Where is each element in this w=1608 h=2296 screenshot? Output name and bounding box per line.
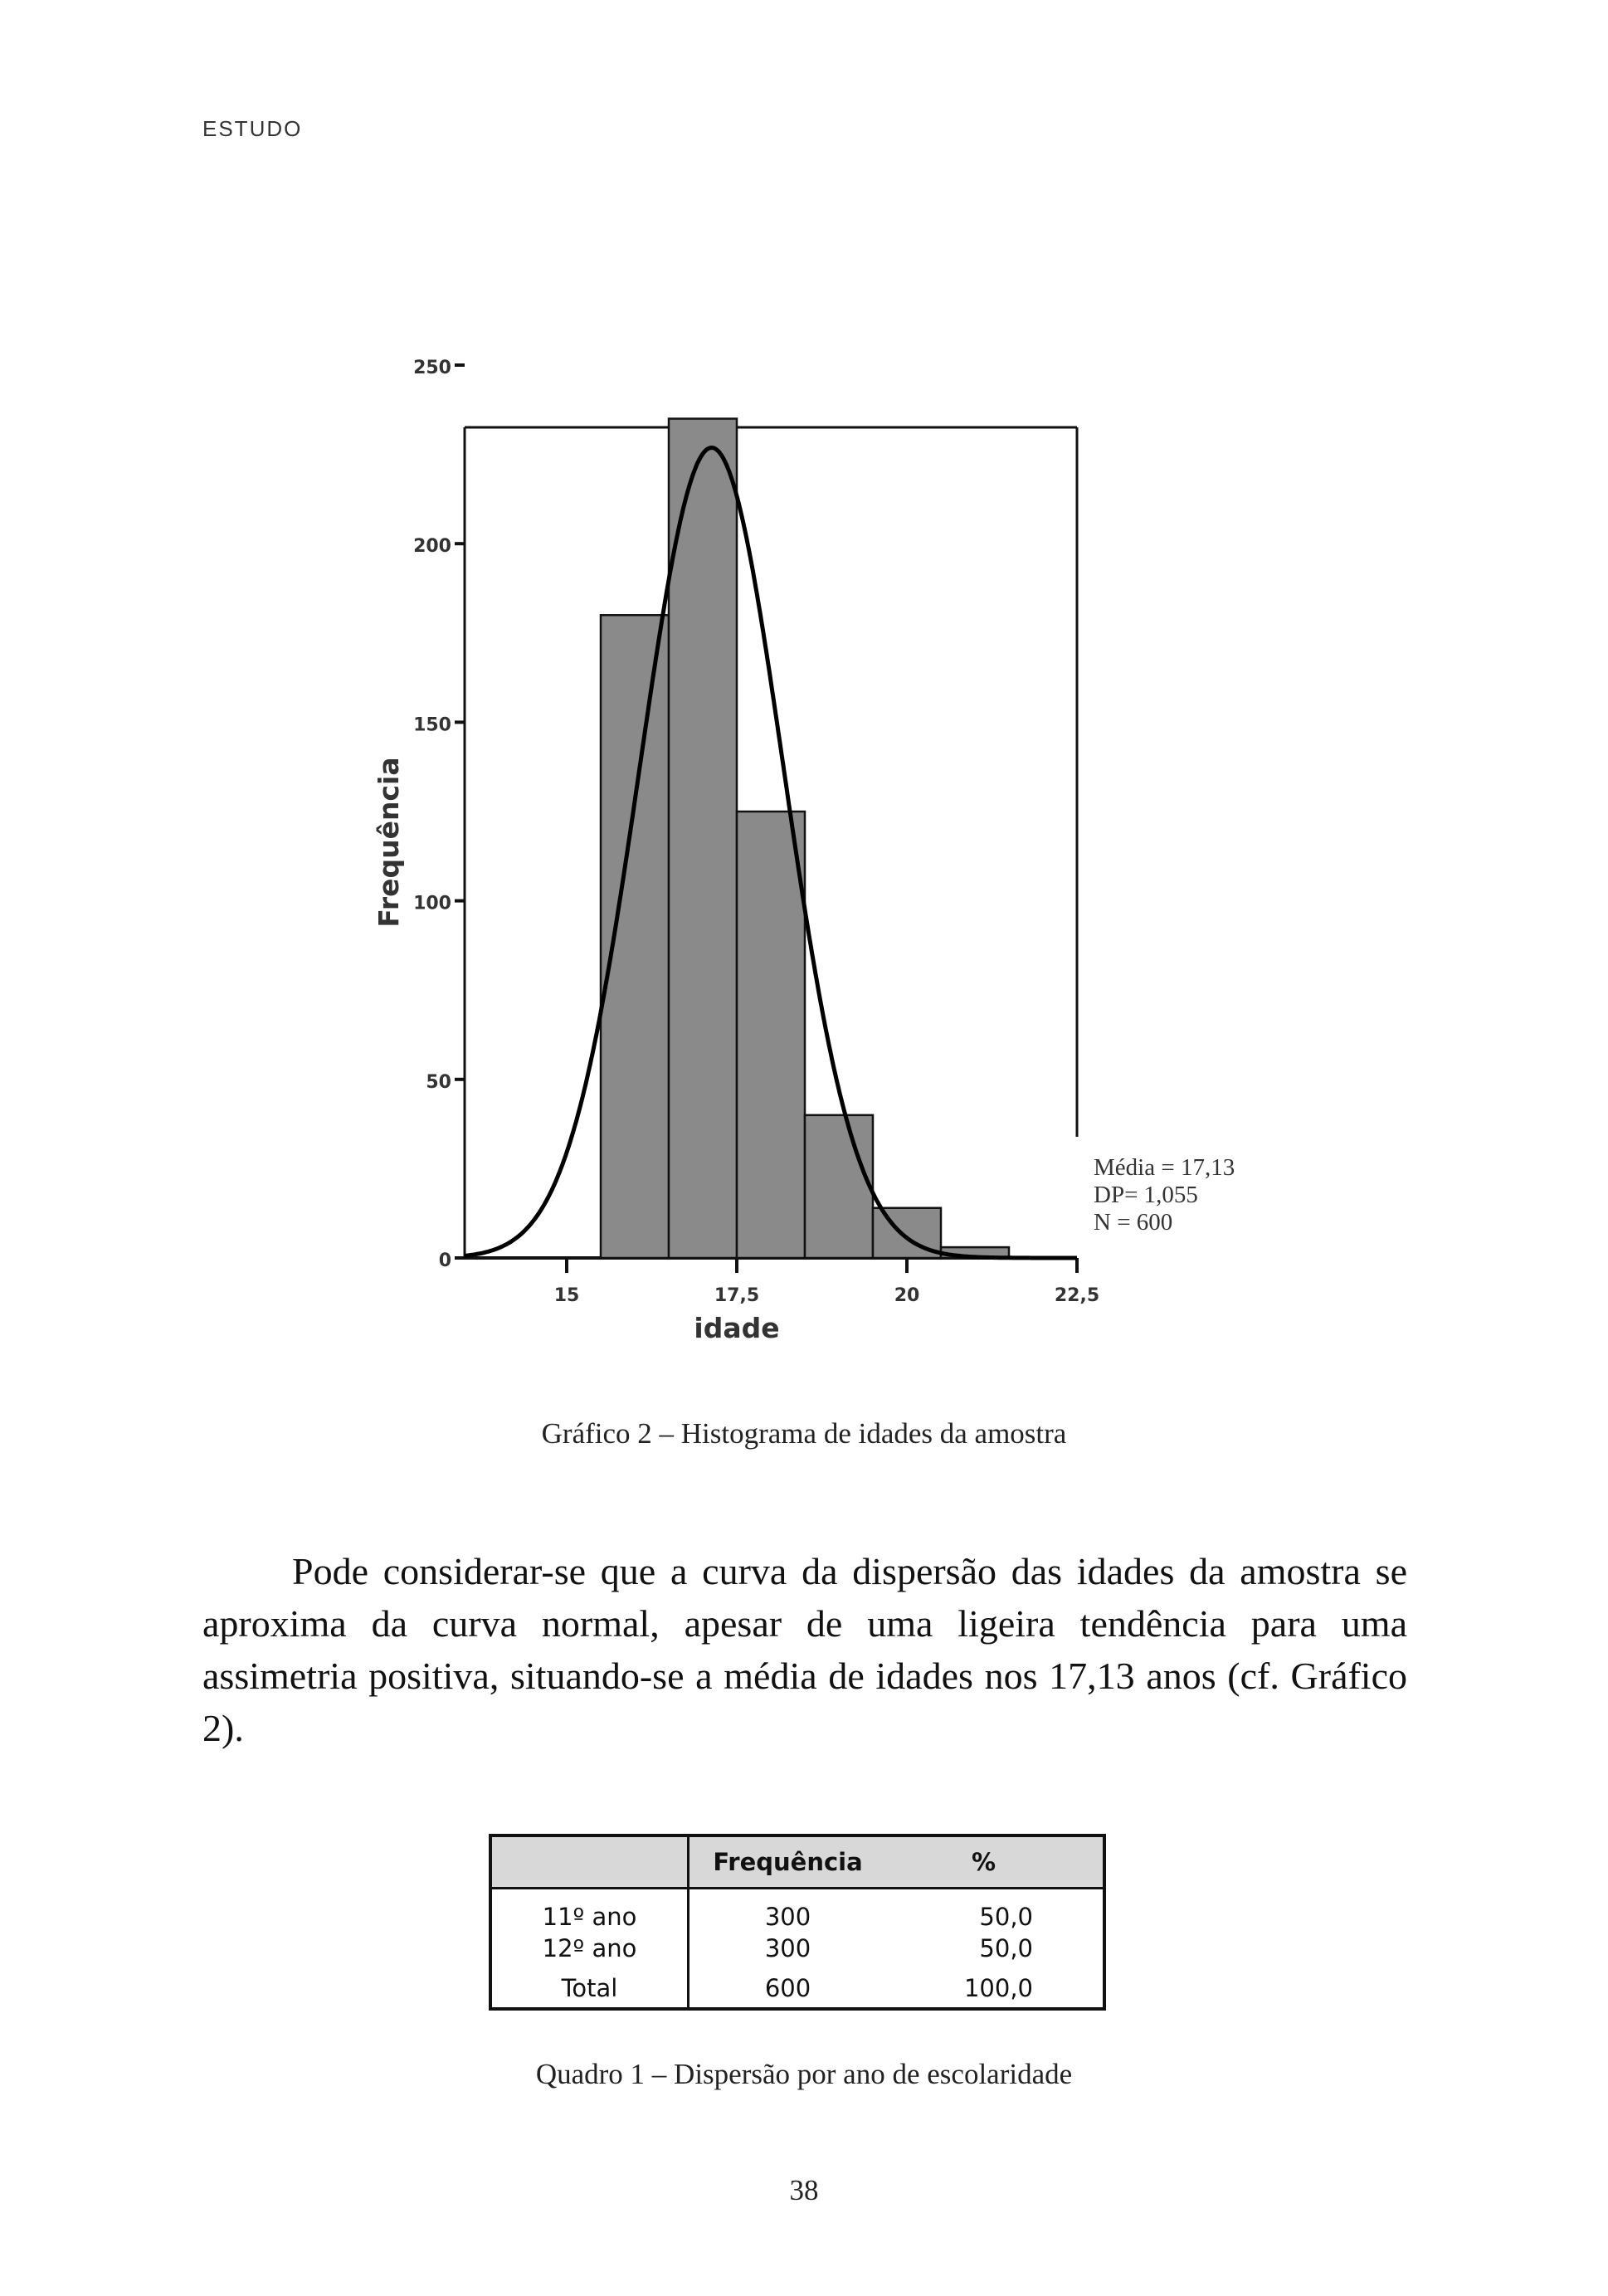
table-cell: 12º ano xyxy=(542,1934,637,1962)
table-frequency-column xyxy=(689,1889,886,2007)
table-header-cell: % xyxy=(971,1848,996,1876)
table-cell: 300 xyxy=(764,1903,811,1931)
x-tick-label: 20 xyxy=(894,1285,920,1306)
table-header-cell: Frequência xyxy=(713,1848,863,1876)
table-caption: Quadro 1 – Dispersão por ano de escolaridade xyxy=(535,2058,1073,2090)
figure-caption: Gráfico 2 – Histograma de idades da amostra xyxy=(541,1417,1067,1450)
table-label-column xyxy=(492,1889,689,2007)
histogram-bar xyxy=(601,615,669,1258)
y-tick-label: 250 xyxy=(413,358,451,378)
y-tick-label: 150 xyxy=(413,714,451,736)
running-head: ESTUDO xyxy=(202,116,303,141)
table-cell: Total xyxy=(561,1974,618,2002)
x-tick-label: 15 xyxy=(553,1285,580,1306)
table-header-cell xyxy=(492,1837,689,1887)
data-table xyxy=(489,1834,1106,2011)
y-tick-label: 100 xyxy=(413,893,451,914)
table-cell: 600 xyxy=(764,1974,811,2002)
stats-line: Média = 17,13 xyxy=(1094,1154,1235,1181)
page-number: 38 xyxy=(789,2174,819,2206)
x-axis-title: idade xyxy=(694,1312,780,1344)
table-header-row xyxy=(492,1837,1103,1889)
y-tick-label: 50 xyxy=(426,1071,451,1093)
body-paragraph: Pode considerar-se que a curva da dispersão das idades da amostra se aproxima da curva normal, apesar de uma ligeira tendência para uma assimetria positiva, situando-se a média de idades nos 17,13 anos (cf. Gráfico 2). xyxy=(202,1550,1407,1749)
x-tick-label: 17,5 xyxy=(714,1285,760,1306)
table-cell: 300 xyxy=(764,1934,811,1962)
table-cell: 50,0 xyxy=(979,1903,1033,1931)
y-axis-title: Frequência xyxy=(373,757,405,928)
table-cell: 50,0 xyxy=(979,1934,1033,1962)
y-tick-label: 200 xyxy=(413,536,451,558)
stats-line: DP= 1,055 xyxy=(1094,1182,1198,1208)
table-percent-column xyxy=(886,1889,1081,2007)
histogram-bar xyxy=(737,812,805,1258)
histogram-bar xyxy=(805,1115,873,1258)
table-cell: 11º ano xyxy=(542,1903,637,1931)
table-cell: 100,0 xyxy=(963,1974,1033,2002)
x-tick-label: 22,5 xyxy=(1054,1285,1100,1306)
histogram-bar xyxy=(669,419,737,1258)
y-tick-label: 0 xyxy=(438,1250,451,1271)
table-body xyxy=(492,1889,1103,2007)
stats-line: N = 600 xyxy=(1094,1209,1173,1236)
